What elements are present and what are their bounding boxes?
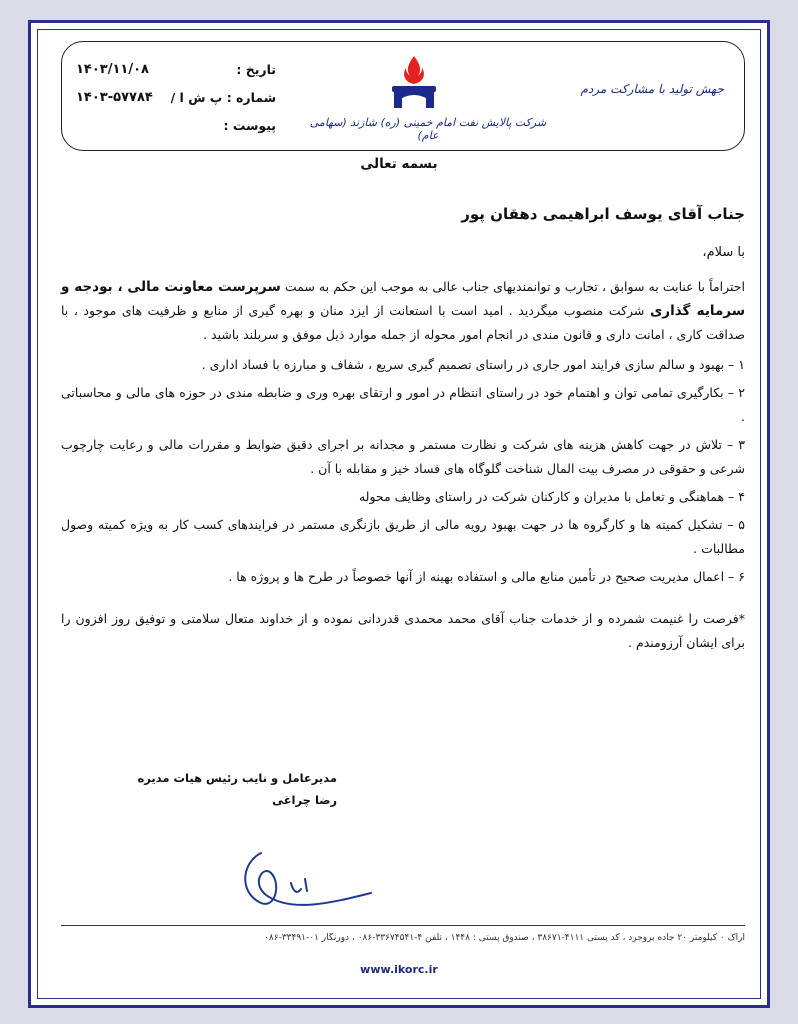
closing-paragraph: *فرصت را غنیمت شمرده و از خدمات جناب آقای محمد محمدی قدردانی نموده و از خداوند متعال سلامتی و توفیق روز افزون را برای ایشان آرزومندم . [61,611,745,650]
attachment-row [76,118,276,146]
letter-body [61,205,745,655]
letter-meta [76,62,276,146]
handwritten-signature [221,833,381,923]
bismillah: بسمه تعالی [360,156,438,172]
list-item: ۲ – بکارگیری تمامی توان و اهتمام خود در راستای انتظام در امور و ارتقای بهره وری و ضابطه مندی در حوزه های مالی و محاسباتی . [61,385,745,424]
intro-part1: احتراماً با عنایت به سوابق ، تجارب و توانمندیهای جناب عالی به موجب این حکم به سمت [284,279,745,294]
company-name: شرکت پالایش نفت امام خمینی (ره) شازند (سهامی عام) [309,116,547,142]
intro-paragraph [61,275,745,347]
website-link[interactable]: www.ikorc.ir [360,963,438,976]
list-item: ۱ – بهبود و سالم سازی فرایند امور جاری در راستای تصمیم گیری سریع ، شفاف و مبارزه با فساد اداری . [201,357,745,372]
number-row [76,90,276,118]
date-label: تاریخ : [236,62,276,77]
list-item: ۵ – تشکیل کمیته ها و کارگروه ها در جهت بهبود رویه مالی از طریق بازنگری مستمر در فرایندهای کسب کار به ویژه کمیته وصول مطالبات . [61,517,745,556]
signatory-name: رضا چراغی [272,793,337,807]
recipient: جناب آقای یوسف ابراهیمی دهقان پور [461,205,745,223]
greeting: با سلام، [702,245,745,260]
list-item: ۳ – تلاش در جهت کاهش هزینه های شرکت و نظارت مستمر و مجدانه بر اجرای دقیق ضوابط و مقررات مالی و رعایت چارچوب شرعی و حقوقی در مصرف بیت المال شناخت گلوگاه های فساد خیز و مقابله با آن . [61,437,745,476]
date-row [76,62,276,90]
company-logo-icon [384,52,444,112]
number-value: ۱۴۰۳-۵۷۷۸۴ [76,90,153,105]
attachment-label: پیوست : [223,118,276,133]
letter-frame [28,20,770,1008]
signature-block [137,771,337,815]
number-label: شماره : پ ش ا / [170,90,276,105]
list-item: ۶ – اعمال مدیریت صحیح در تأمین منابع مالی و استفاده بهینه از آنها خصوصاً در طرح ها و پروژه ها . [228,569,745,584]
footer-address: اراک ۰ کیلومتر ۲۰ جاده بروجرد ، کد پستی ۴۱۱۱-۳۸۶۷۱ ، صندوق پستی : ۱۴۴۸ ، تلفن ۴-۳۳۶۷۴۵۴۱-۰۸۶ ، دورنگار ۰۱-۳۳۴۹۱-۰۸۶ [264,933,745,943]
slogan: جهش تولید با مشارکت مردم [580,82,724,96]
date-value: ۱۴۰۳/۱۱/۰۸ [76,62,149,77]
position-title: سرپرست معاونت مالی ، بودجه و سرمایه گذاری [61,279,745,319]
footer-divider [61,925,745,926]
list-item: ۴ – هماهنگی و تعامل با مدیران و کارکنان شرکت در راستای وظایف محوله [358,489,745,504]
intro-part2: شرکت منصوب میگردید . امید است با استعانت از ایزد منان و بهره گیری از منابع و ظرفیت های موجود ، با صداقت کاری ، امانت داری و قانون مندی در انجام امور محوله از جمله موارد ذیل موفق و سربلند باشید . [61,303,745,342]
letterhead [61,41,745,151]
signatory-title: مدیرعامل و نایب رئیس هیات مدیره [137,771,337,785]
